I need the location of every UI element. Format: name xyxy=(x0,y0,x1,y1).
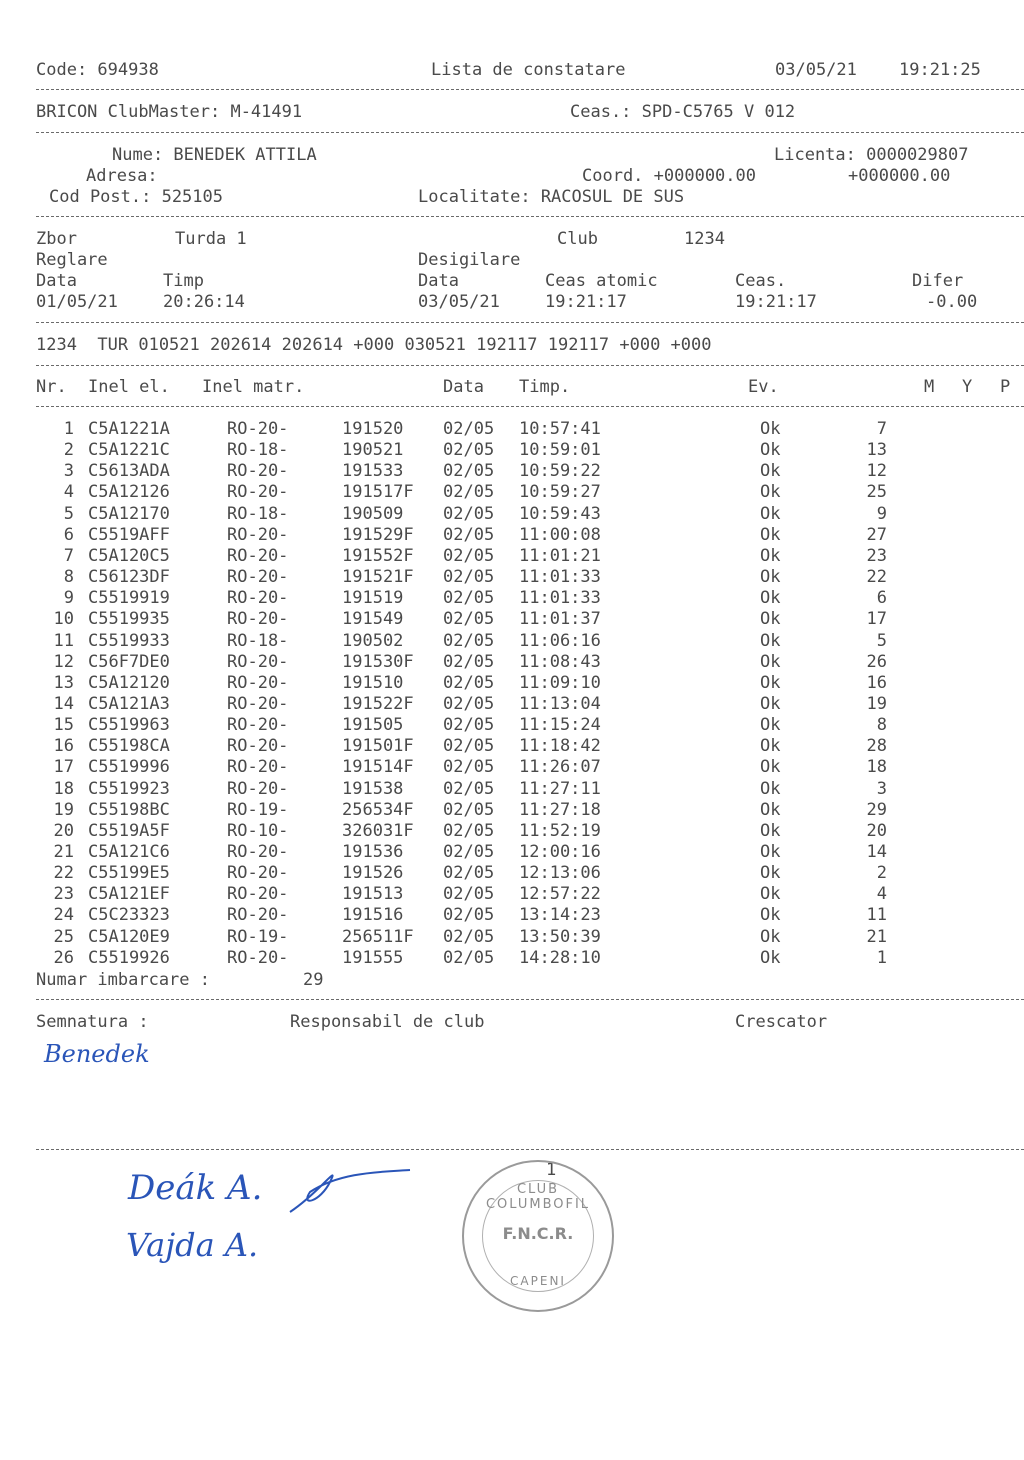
electronic-ring: C5613ADA xyxy=(88,461,170,482)
arrival-time: 11:01:21 xyxy=(519,545,601,566)
row-number: 7 xyxy=(63,545,74,566)
position-value: 13 xyxy=(866,440,887,461)
event-status: Ok xyxy=(760,778,781,799)
event-status: Ok xyxy=(760,588,781,609)
electronic-ring: C5519963 xyxy=(88,715,170,736)
handwritten-signature: Benedek xyxy=(44,1040,150,1068)
ring-number: 191533 xyxy=(342,461,404,482)
row-number: 23 xyxy=(53,884,74,905)
reglare-date: 01/05/21 xyxy=(36,292,118,312)
postal-code: Cod Post.: 525105 xyxy=(49,187,223,207)
ring-prefix: RO-20- xyxy=(227,693,289,714)
table-header-nr: Nr. xyxy=(36,377,67,397)
ring-number: 190521 xyxy=(342,440,404,461)
position-value: 25 xyxy=(866,482,887,503)
arrival-time: 10:57:41 xyxy=(519,419,601,439)
row-number: 8 xyxy=(63,567,74,588)
encoded-flight-line: 1234 TUR 010521 202614 202614 +000 030521 192117 192117 +000 +000 xyxy=(36,335,712,355)
breeder-label: Crescator xyxy=(735,1012,828,1032)
ring-prefix: RO-20- xyxy=(227,461,289,482)
table-row xyxy=(0,779,1024,800)
table-header-ring-number: Inel matr. xyxy=(202,377,305,397)
table-row xyxy=(0,884,1024,905)
column-header-data-2: Data xyxy=(418,271,459,291)
ring-number: 191552F xyxy=(342,545,414,566)
ring-number: 191517F xyxy=(342,482,414,503)
row-number: 24 xyxy=(53,905,74,926)
row-number: 3 xyxy=(63,461,74,482)
position-value: 27 xyxy=(866,524,887,545)
electronic-ring: C5A121C6 xyxy=(88,842,170,862)
stamp-middle-text: F.N.C.R. xyxy=(502,1224,574,1243)
arrival-time: 11:01:33 xyxy=(519,588,601,609)
document-code: Code: 694938 xyxy=(36,60,159,80)
arrival-date: 02/05 xyxy=(443,715,495,736)
ring-number: 191520 xyxy=(342,419,404,439)
ring-number: 190509 xyxy=(342,503,404,524)
row-number: 9 xyxy=(63,588,74,609)
table-row xyxy=(0,525,1024,546)
ring-number: 191521F xyxy=(342,567,414,588)
divider xyxy=(36,406,1024,407)
electronic-ring: C56F7DE0 xyxy=(88,651,170,672)
ring-number: 191522F xyxy=(342,693,414,714)
divider xyxy=(36,89,1024,90)
table-row xyxy=(0,567,1024,588)
event-status: Ok xyxy=(760,757,781,778)
table-row xyxy=(0,821,1024,842)
arrival-time: 11:09:10 xyxy=(519,672,601,693)
position-value: 8 xyxy=(876,715,887,736)
position-value: 11 xyxy=(866,905,887,926)
table-row xyxy=(0,863,1024,884)
owner-name: Nume: BENEDEK ATTILA xyxy=(112,145,317,165)
table-row xyxy=(0,482,1024,503)
arrival-date: 02/05 xyxy=(443,524,495,545)
arrival-date: 02/05 xyxy=(443,609,495,630)
page-number: 1 xyxy=(546,1160,557,1180)
arrival-date: 02/05 xyxy=(443,820,495,841)
table-row xyxy=(0,440,1024,461)
column-header-data: Data xyxy=(36,271,77,291)
table-row xyxy=(0,673,1024,694)
position-value: 9 xyxy=(876,503,887,524)
event-status: Ok xyxy=(760,926,781,947)
position-value: 6 xyxy=(876,588,887,609)
arrival-time: 11:01:37 xyxy=(519,609,601,630)
electronic-ring: C5A12170 xyxy=(88,503,170,524)
event-status: Ok xyxy=(760,820,781,841)
arrival-date: 02/05 xyxy=(443,863,495,884)
divider xyxy=(36,1149,1024,1150)
electronic-ring: C55199E5 xyxy=(88,863,170,884)
row-number: 13 xyxy=(53,672,74,693)
reglare-label: Reglare xyxy=(36,250,108,270)
event-status: Ok xyxy=(760,884,781,905)
electronic-ring: C5A121EF xyxy=(88,884,170,905)
ring-number: 256534F xyxy=(342,799,414,820)
table-row xyxy=(0,652,1024,673)
arrival-date: 02/05 xyxy=(443,905,495,926)
ring-number: 256511F xyxy=(342,926,414,947)
electronic-ring: C5A12120 xyxy=(88,672,170,693)
electronic-ring: C5519926 xyxy=(88,947,170,968)
event-status: Ok xyxy=(760,715,781,736)
ring-number: 191516 xyxy=(342,905,404,926)
event-status: Ok xyxy=(760,440,781,461)
ring-number: 191501F xyxy=(342,736,414,757)
table-header-date: Data xyxy=(443,377,484,397)
ring-prefix: RO-18- xyxy=(227,440,289,461)
row-number: 10 xyxy=(53,609,74,630)
ring-prefix: RO-20- xyxy=(227,482,289,503)
row-number: 15 xyxy=(53,715,74,736)
signature-label: Semnatura : xyxy=(36,1012,149,1032)
divider xyxy=(36,365,1024,366)
ring-number: 191555 xyxy=(342,947,404,968)
electronic-ring: C5A1221A xyxy=(88,419,170,439)
arrival-time: 11:52:19 xyxy=(519,820,601,841)
table-header-y: Y xyxy=(962,377,973,397)
handwritten-signature-2: Deák A. xyxy=(128,1168,263,1208)
ring-number: 191538 xyxy=(342,778,404,799)
electronic-ring: C5519A5F xyxy=(88,820,170,841)
ring-prefix: RO-20- xyxy=(227,588,289,609)
position-value: 3 xyxy=(876,778,887,799)
flight-name: Turda 1 xyxy=(175,229,247,249)
position-value: 20 xyxy=(866,820,887,841)
signature-stroke xyxy=(280,1152,420,1232)
electronic-ring: C5519933 xyxy=(88,630,170,651)
position-value: 21 xyxy=(866,926,887,947)
club-stamp xyxy=(462,1160,614,1312)
event-status: Ok xyxy=(760,524,781,545)
arrival-time: 11:06:16 xyxy=(519,630,601,651)
club-responsible-label: Responsabil de club xyxy=(290,1012,485,1032)
row-number: 2 xyxy=(63,440,74,461)
arrival-time: 10:59:01 xyxy=(519,440,601,461)
table-header-time: Timp. xyxy=(519,377,571,397)
electronic-ring: C5A120C5 xyxy=(88,545,170,566)
electronic-ring: C5519935 xyxy=(88,609,170,630)
event-status: Ok xyxy=(760,482,781,503)
arrival-date: 02/05 xyxy=(443,440,495,461)
ring-number: 191529F xyxy=(342,524,414,545)
position-value: 19 xyxy=(866,693,887,714)
arrival-time: 10:59:27 xyxy=(519,482,601,503)
event-status: Ok xyxy=(760,609,781,630)
ring-prefix: RO-20- xyxy=(227,757,289,778)
arrival-time: 11:13:04 xyxy=(519,693,601,714)
arrival-date: 02/05 xyxy=(443,947,495,968)
arrival-time: 11:27:18 xyxy=(519,799,601,820)
event-status: Ok xyxy=(760,630,781,651)
flight-label: Zbor xyxy=(36,229,77,249)
column-header-timp: Timp xyxy=(163,271,204,291)
arrival-date: 02/05 xyxy=(443,778,495,799)
position-value: 26 xyxy=(866,651,887,672)
coordinates-2: +000000.00 xyxy=(848,166,951,186)
event-status: Ok xyxy=(760,905,781,926)
event-status: Ok xyxy=(760,736,781,757)
position-value: 2 xyxy=(876,863,887,884)
coordinates: Coord. +000000.00 xyxy=(582,166,756,186)
header-time: 19:21:25 xyxy=(899,60,981,80)
table-row xyxy=(0,715,1024,736)
electronic-ring: C5A121A3 xyxy=(88,693,170,714)
stamp-top-text: CLUB COLUMBOFIL xyxy=(485,1182,591,1212)
position-value: 22 xyxy=(866,567,887,588)
position-value: 18 xyxy=(866,757,887,778)
table-header-electronic-ring: Inel el. xyxy=(88,377,170,397)
document-title: Lista de constatare xyxy=(431,60,626,80)
arrival-time: 11:18:42 xyxy=(519,736,601,757)
arrival-time: 11:00:08 xyxy=(519,524,601,545)
arrival-date: 02/05 xyxy=(443,630,495,651)
arrival-time: 11:15:24 xyxy=(519,715,601,736)
arrival-time: 11:26:07 xyxy=(519,757,601,778)
ring-prefix: RO-20- xyxy=(227,524,289,545)
column-header-atomic-clock: Ceas atomic xyxy=(545,271,658,291)
ring-number: 191505 xyxy=(342,715,404,736)
event-status: Ok xyxy=(760,567,781,588)
position-value: 29 xyxy=(866,799,887,820)
table-header-event: Ev. xyxy=(748,377,779,397)
ring-prefix: RO-20- xyxy=(227,419,289,439)
event-status: Ok xyxy=(760,545,781,566)
ring-prefix: RO-20- xyxy=(227,651,289,672)
ring-number: 191549 xyxy=(342,609,404,630)
ring-prefix: RO-20- xyxy=(227,884,289,905)
ring-prefix: RO-20- xyxy=(227,609,289,630)
ring-prefix: RO-18- xyxy=(227,503,289,524)
table-row xyxy=(0,504,1024,525)
stamp-bottom-text: CAPENI xyxy=(510,1274,566,1288)
arrival-time: 11:08:43 xyxy=(519,651,601,672)
owner-license: Licenta: 0000029807 xyxy=(774,145,969,165)
table-row xyxy=(0,842,1024,863)
electronic-ring: C55198BC xyxy=(88,799,170,820)
position-value: 17 xyxy=(866,609,887,630)
position-value: 14 xyxy=(866,842,887,862)
arrival-date: 02/05 xyxy=(443,736,495,757)
row-number: 26 xyxy=(53,947,74,968)
arrival-date: 02/05 xyxy=(443,419,495,439)
position-value: 12 xyxy=(866,461,887,482)
electronic-ring: C5C23323 xyxy=(88,905,170,926)
clubmaster-id: BRICON ClubMaster: M-41491 xyxy=(36,102,303,122)
time-difference: -0.00 xyxy=(926,292,978,312)
row-number: 5 xyxy=(63,503,74,524)
table-row xyxy=(0,948,1024,969)
table-row xyxy=(0,546,1024,567)
arrival-date: 02/05 xyxy=(443,588,495,609)
row-number: 25 xyxy=(53,926,74,947)
row-number: 6 xyxy=(63,524,74,545)
event-status: Ok xyxy=(760,419,781,439)
ring-number: 191526 xyxy=(342,863,404,884)
arrival-date: 02/05 xyxy=(443,757,495,778)
ring-prefix: RO-20- xyxy=(227,863,289,884)
arrival-date: 02/05 xyxy=(443,926,495,947)
divider xyxy=(36,999,1024,1000)
desigilare-date: 03/05/21 xyxy=(418,292,500,312)
reglare-time: 20:26:14 xyxy=(163,292,245,312)
position-value: 5 xyxy=(876,630,887,651)
event-status: Ok xyxy=(760,461,781,482)
ring-prefix: RO-20- xyxy=(227,778,289,799)
row-number: 19 xyxy=(53,799,74,820)
arrival-date: 02/05 xyxy=(443,461,495,482)
ring-prefix: RO-20- xyxy=(227,545,289,566)
arrival-time: 12:13:06 xyxy=(519,863,601,884)
ring-number: 191519 xyxy=(342,588,404,609)
basketing-count-label: Numar imbarcare : xyxy=(36,970,210,990)
arrival-date: 02/05 xyxy=(443,884,495,905)
arrival-time: 13:50:39 xyxy=(519,926,601,947)
column-header-clock: Ceas. xyxy=(735,271,787,291)
column-header-difference: Difer xyxy=(912,271,964,291)
arrival-time: 11:27:11 xyxy=(519,778,601,799)
table-row xyxy=(0,905,1024,926)
basketing-count: 29 xyxy=(303,970,324,990)
arrival-date: 02/05 xyxy=(443,672,495,693)
table-row xyxy=(0,419,1024,440)
locality: Localitate: RACOSUL DE SUS xyxy=(418,187,685,207)
arrival-time: 10:59:22 xyxy=(519,461,601,482)
arrival-time: 12:57:22 xyxy=(519,884,601,905)
electronic-ring: C5519AFF xyxy=(88,524,170,545)
arrival-date: 02/05 xyxy=(443,545,495,566)
table-row xyxy=(0,609,1024,630)
event-status: Ok xyxy=(760,863,781,884)
arrival-date: 02/05 xyxy=(443,693,495,714)
arrival-time: 13:14:23 xyxy=(519,905,601,926)
atomic-clock-time: 19:21:17 xyxy=(545,292,627,312)
ring-number: 191530F xyxy=(342,651,414,672)
club-label: Club xyxy=(557,229,598,249)
position-value: 7 xyxy=(876,419,887,439)
table-row xyxy=(0,736,1024,757)
ring-prefix: RO-20- xyxy=(227,736,289,757)
arrival-date: 02/05 xyxy=(443,842,495,862)
row-number: 11 xyxy=(53,630,74,651)
electronic-ring: C5519923 xyxy=(88,778,170,799)
electronic-ring: C56123DF xyxy=(88,567,170,588)
electronic-ring: C5519996 xyxy=(88,757,170,778)
ring-number: 326031F xyxy=(342,820,414,841)
electronic-ring: C5519919 xyxy=(88,588,170,609)
arrival-time: 11:01:33 xyxy=(519,567,601,588)
position-value: 28 xyxy=(866,736,887,757)
ring-number: 191536 xyxy=(342,842,404,862)
ring-prefix: RO-20- xyxy=(227,672,289,693)
electronic-ring: C55198CA xyxy=(88,736,170,757)
arrival-date: 02/05 xyxy=(443,799,495,820)
row-number: 4 xyxy=(63,482,74,503)
divider xyxy=(36,132,1024,133)
desigilare-label: Desigilare xyxy=(418,250,521,270)
handwritten-signature-3: Vajda A. xyxy=(126,1226,259,1264)
row-number: 22 xyxy=(53,863,74,884)
club-number: 1234 xyxy=(684,229,725,249)
electronic-ring: C5A12126 xyxy=(88,482,170,503)
table-row xyxy=(0,927,1024,948)
ring-prefix: RO-19- xyxy=(227,926,289,947)
arrival-date: 02/05 xyxy=(443,567,495,588)
row-number: 16 xyxy=(53,736,74,757)
event-status: Ok xyxy=(760,799,781,820)
ring-prefix: RO-18- xyxy=(227,630,289,651)
ring-number: 191514F xyxy=(342,757,414,778)
event-status: Ok xyxy=(760,693,781,714)
ring-number: 191513 xyxy=(342,884,404,905)
table-row xyxy=(0,757,1024,778)
row-number: 1 xyxy=(63,419,74,439)
ring-prefix: RO-20- xyxy=(227,715,289,736)
electronic-ring: C5A1221C xyxy=(88,440,170,461)
event-status: Ok xyxy=(760,651,781,672)
ring-number: 190502 xyxy=(342,630,404,651)
arrival-date: 02/05 xyxy=(443,503,495,524)
table-row xyxy=(0,588,1024,609)
table-header-m: M xyxy=(924,377,935,397)
row-number: 20 xyxy=(53,820,74,841)
event-status: Ok xyxy=(760,842,781,862)
arrival-date: 02/05 xyxy=(443,482,495,503)
table-header-p: P xyxy=(1000,377,1011,397)
table-row xyxy=(0,461,1024,482)
ring-prefix: RO-20- xyxy=(227,567,289,588)
row-number: 21 xyxy=(53,842,74,862)
ring-prefix: RO-19- xyxy=(227,799,289,820)
clock-time: 19:21:17 xyxy=(735,292,817,312)
table-row xyxy=(0,800,1024,821)
owner-address: Adresa: xyxy=(86,166,158,186)
row-number: 14 xyxy=(53,693,74,714)
row-number: 18 xyxy=(53,778,74,799)
table-row xyxy=(0,631,1024,652)
ring-prefix: RO-20- xyxy=(227,947,289,968)
arrival-time: 10:59:43 xyxy=(519,503,601,524)
row-number: 12 xyxy=(53,651,74,672)
divider xyxy=(36,216,1024,217)
position-value: 16 xyxy=(866,672,887,693)
position-value: 1 xyxy=(876,947,887,968)
ring-prefix: RO-20- xyxy=(227,905,289,926)
row-number: 17 xyxy=(53,757,74,778)
arrival-time: 12:00:16 xyxy=(519,842,601,862)
event-status: Ok xyxy=(760,947,781,968)
position-value: 23 xyxy=(866,545,887,566)
ring-prefix: RO-20- xyxy=(227,842,289,862)
position-value: 4 xyxy=(876,884,887,905)
header-date: 03/05/21 xyxy=(775,60,857,80)
ring-prefix: RO-10- xyxy=(227,820,289,841)
event-status: Ok xyxy=(760,672,781,693)
divider xyxy=(36,322,1024,323)
ring-number: 191510 xyxy=(342,672,404,693)
arrival-time: 14:28:10 xyxy=(519,947,601,968)
electronic-ring: C5A120E9 xyxy=(88,926,170,947)
arrival-date: 02/05 xyxy=(443,651,495,672)
table-row xyxy=(0,694,1024,715)
clock-id: Ceas.: SPD-C5765 V 012 xyxy=(570,102,796,122)
event-status: Ok xyxy=(760,503,781,524)
